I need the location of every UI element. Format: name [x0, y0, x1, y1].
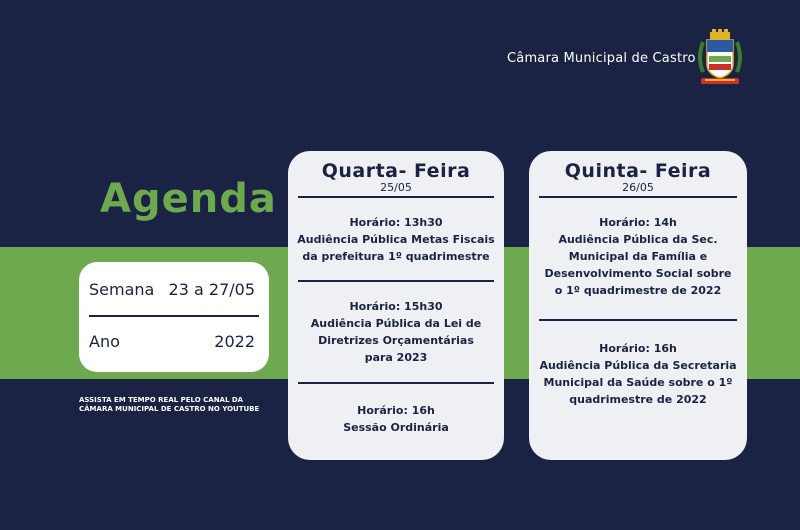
day-card-wednesday: [288, 151, 504, 460]
event-item: [294, 214, 498, 265]
event-desc: Audiência Pública da Lei de: [310, 317, 482, 330]
event-desc: o 1º quadrimestre de 2022: [554, 284, 722, 297]
event-time: Horário: 15h30: [349, 300, 443, 313]
card-divider: [298, 196, 494, 198]
event-item: [294, 402, 498, 436]
year-row: [89, 332, 255, 351]
event-desc: da prefeitura 1º quadrimestre: [302, 250, 490, 263]
youtube-note: [79, 396, 289, 414]
day-name: Quarta- Feira: [321, 160, 471, 182]
week-divider: [89, 315, 259, 317]
week-value: 23 a 27/05: [168, 280, 255, 299]
event-desc: Audiência Pública Metas Fiscais: [297, 233, 495, 246]
day-card-thursday: [529, 151, 747, 460]
youtube-note-line: ASSISTA EM TEMPO REAL PELO CANAL DA: [79, 396, 244, 404]
day-date: 25/05: [380, 181, 412, 194]
event-time: Horário: 16h: [599, 342, 677, 355]
day-date: 26/05: [622, 181, 654, 194]
event-item: [535, 340, 741, 408]
week-row: [89, 280, 255, 299]
event-time: Horário: 13h30: [349, 216, 443, 229]
agenda-title: Agenda: [100, 176, 277, 222]
event-desc: Sessão Ordinária: [343, 421, 449, 434]
event-time: Horário: 14h: [599, 216, 677, 229]
event-desc: para 2023: [364, 351, 428, 364]
org-name: Câmara Municipal de Castro: [507, 51, 696, 66]
event-desc: Municipal da Saúde sobre o 1º: [543, 376, 733, 389]
event-time: Horário: 16h: [357, 404, 435, 417]
year-value: 2022: [214, 332, 255, 351]
event-item: [535, 214, 741, 299]
event-desc: Diretrizes Orçamentárias: [318, 334, 474, 347]
card-divider: [539, 196, 737, 198]
day-name: Quinta- Feira: [564, 160, 712, 182]
event-desc: Audiência Pública da Secretaria: [539, 359, 737, 372]
card-divider: [298, 280, 494, 282]
youtube-note-line: CÂMARA MUNICIPAL DE CASTRO NO YOUTUBE: [79, 405, 260, 413]
event-desc: Desenvolvimento Social sobre: [544, 267, 732, 280]
municipal-coat-of-arms-icon: [693, 28, 747, 88]
week-label: Semana: [89, 280, 155, 299]
year-label: Ano: [89, 332, 120, 351]
event-desc: quadrimestre de 2022: [569, 393, 707, 406]
event-desc: Municipal da Família e: [568, 250, 708, 263]
week-card: [79, 262, 269, 372]
event-item: [294, 298, 498, 366]
card-divider: [539, 319, 737, 321]
event-desc: Audiência Pública da Sec.: [558, 233, 718, 246]
card-divider: [298, 382, 494, 384]
